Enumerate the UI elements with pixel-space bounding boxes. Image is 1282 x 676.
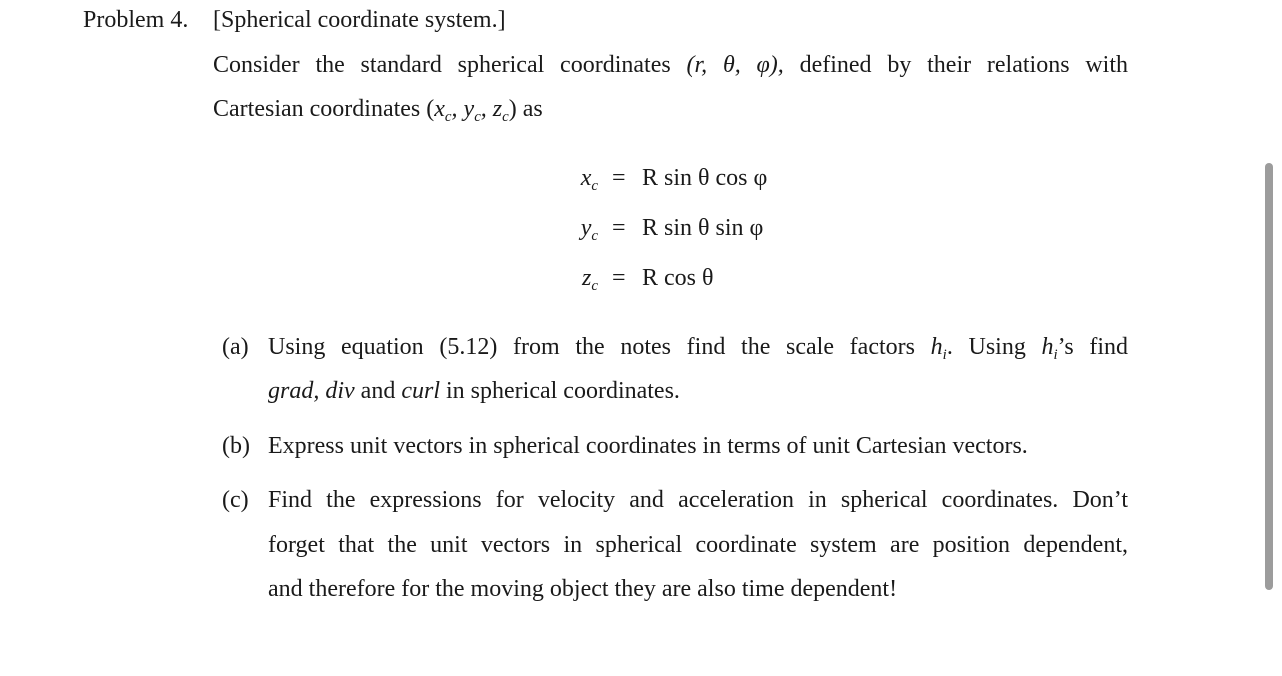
item-b-label: (b) xyxy=(222,433,250,459)
eq-rhs-x: R sin θ cos φ xyxy=(642,165,768,191)
item-a-text-3: ’s find xyxy=(1057,334,1129,360)
intro-text-1-tail: defined by their relations with xyxy=(799,52,1128,78)
problem-title: [Spherical coordinate system.] xyxy=(213,7,506,33)
problem-label: Problem 4. xyxy=(83,7,189,33)
eq-equals-3: = xyxy=(612,265,626,291)
eq-lhs-x: $x_c$ xyxy=(580,165,598,194)
item-c-line-3: and therefore for the moving object they are also time dependent! xyxy=(268,576,898,602)
eq-equals-1: = xyxy=(612,165,626,191)
item-c-line-2: forget that the unit vectors in spherical coordinate system are position dependent, xyxy=(268,532,1128,558)
cartesian-coords: ($x_c$, $y_c$, $z_c$) xyxy=(426,96,517,125)
item-a-text-1: Using equation (5.12) from the notes find the scale factors xyxy=(268,334,915,360)
word-curl: curl xyxy=(401,378,440,404)
item-c-label: (c) xyxy=(222,487,249,513)
word-grad: grad, xyxy=(268,378,320,404)
item-a-label: (a) xyxy=(222,334,249,360)
intro-line-2 xyxy=(213,96,1128,123)
eq-rhs-y: R sin θ sin φ xyxy=(642,215,764,241)
item-a-line-2 xyxy=(268,378,1128,405)
item-c-line-1: Find the expressions for velocity and acceleration in spherical coordinates. Don’t xyxy=(268,487,1128,513)
eq-lhs-y: $y_c$ xyxy=(580,215,598,244)
word-div: div xyxy=(325,378,355,404)
item-a-text-4: in spherical coordinates. xyxy=(446,378,680,404)
item-a-line-1: Using equation (5.12) from the notes find the scale factors $h_i$. Using $h_i’s$ find xyxy=(268,334,1129,363)
intro-line-1 xyxy=(213,52,1128,79)
eq-equals-2: = xyxy=(612,215,626,241)
scale-factor-h-2: $h_i$ xyxy=(1041,334,1058,363)
spherical-coords: (r, θ, φ), xyxy=(686,52,784,78)
intro-text-1: Consider the standard spherical coordinates xyxy=(213,52,671,78)
scale-factor-h: $h_i$ xyxy=(930,334,947,363)
item-a-text-2: Using xyxy=(968,334,1026,360)
word-and: and xyxy=(360,378,396,404)
eq-rhs-z: R cos θ xyxy=(642,265,714,291)
item-b-line-1: Express unit vectors in spherical coordinates in terms of unit Cartesian vectors. xyxy=(268,433,1028,459)
intro-text-2: Cartesian coordinates xyxy=(213,96,421,122)
scrollbar-thumb[interactable] xyxy=(1265,163,1273,590)
eq-lhs-z: $z_c$ xyxy=(582,265,598,294)
intro-text-2-tail: as xyxy=(522,96,543,122)
